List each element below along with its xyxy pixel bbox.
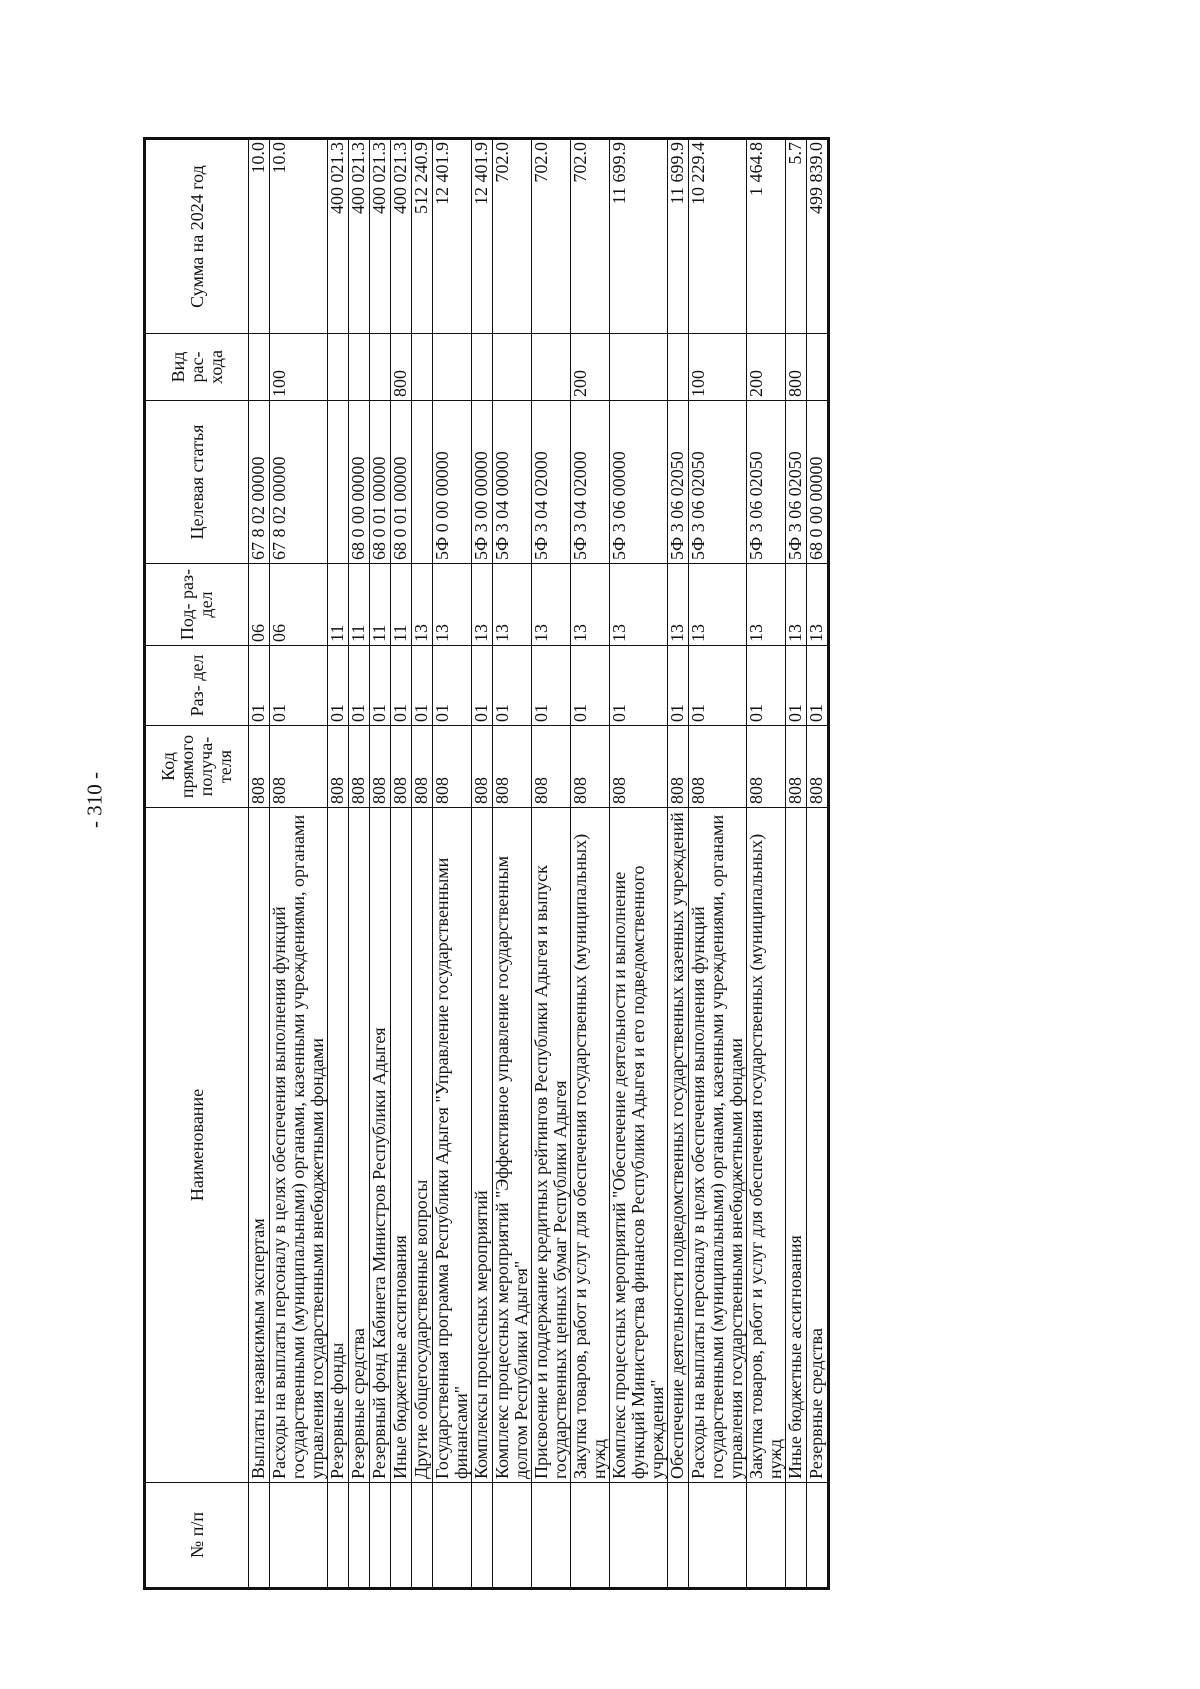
cell-section: 01 [391, 646, 412, 726]
cell-num [349, 1483, 370, 1589]
cell-num [807, 1483, 829, 1589]
cell-expense [370, 334, 391, 401]
cell-section: 01 [412, 646, 433, 726]
cell-num [472, 1483, 493, 1589]
cell-recipient: 808 [270, 726, 328, 808]
cell-num [689, 1483, 747, 1589]
cell-section: 01 [249, 646, 270, 726]
cell-recipient: 808 [472, 726, 493, 808]
cell-amount: 12 401.9 [472, 139, 493, 334]
cell-name: Государственная программа Республики Адыгея "Управление государственными финансами" [433, 808, 472, 1483]
cell-subsection: 13 [786, 564, 807, 646]
cell-num [328, 1483, 349, 1589]
table-row [349, 139, 370, 1589]
cell-target: 68 0 01 00000 [370, 401, 391, 564]
cell-recipient: 808 [668, 726, 689, 808]
cell-recipient: 808 [610, 726, 668, 808]
cell-expense [493, 334, 532, 401]
cell-subsection: 13 [571, 564, 610, 646]
table-row [689, 139, 747, 1589]
cell-target: 68 0 00 00000 [349, 401, 370, 564]
table-row [571, 139, 610, 1589]
header-expense: Вид рас- хода [145, 334, 249, 401]
budget-table-frame [143, 140, 1063, 1590]
cell-expense [349, 334, 370, 401]
cell-subsection: 13 [747, 564, 786, 646]
cell-name: Резервные средства [349, 808, 370, 1483]
header-num: № п/п [145, 1483, 249, 1589]
cell-num [270, 1483, 328, 1589]
table-row [668, 139, 689, 1589]
cell-expense: 200 [747, 334, 786, 401]
cell-target: 5Ф 3 00 00000 [472, 401, 493, 564]
cell-subsection: 06 [249, 564, 270, 646]
cell-recipient: 808 [412, 726, 433, 808]
cell-section: 01 [532, 646, 571, 726]
cell-amount: 10 229.4 [689, 139, 747, 334]
cell-section: 01 [270, 646, 328, 726]
cell-target: 5Ф 3 06 02050 [747, 401, 786, 564]
cell-section: 01 [472, 646, 493, 726]
cell-expense [472, 334, 493, 401]
cell-target: 67 8 02 00000 [270, 401, 328, 564]
table-row [270, 139, 328, 1589]
table-row [610, 139, 668, 1589]
cell-expense [532, 334, 571, 401]
cell-num [747, 1483, 786, 1589]
cell-expense [668, 334, 689, 401]
cell-expense: 200 [571, 334, 610, 401]
header-amount: Сумма на 2024 год [145, 139, 249, 334]
table-row [472, 139, 493, 1589]
header-target: Целевая статья [145, 401, 249, 564]
cell-name: Комплексы процессных мероприятий [472, 808, 493, 1483]
cell-subsection: 13 [412, 564, 433, 646]
cell-num [571, 1483, 610, 1589]
cell-target [412, 401, 433, 564]
header-subsection: Под- раз- дел [145, 564, 249, 646]
cell-num [249, 1483, 270, 1589]
cell-subsection: 13 [689, 564, 747, 646]
cell-expense: 800 [786, 334, 807, 401]
cell-num [532, 1483, 571, 1589]
cell-recipient: 808 [349, 726, 370, 808]
cell-target: 5Ф 3 04 02000 [571, 401, 610, 564]
cell-name: Резервный фонд Кабинета Министров Республики Адыгея [370, 808, 391, 1483]
cell-target: 67 8 02 00000 [249, 401, 270, 564]
cell-name: Присвоение и поддержание кредитных рейтингов Республики Адыгея и выпуск государственных ценных бумаг Республики Адыгея [532, 808, 571, 1483]
cell-target [328, 401, 349, 564]
cell-amount: 10.0 [270, 139, 328, 334]
cell-expense: 100 [689, 334, 747, 401]
cell-section: 01 [747, 646, 786, 726]
cell-expense: 800 [391, 334, 412, 401]
cell-num [391, 1483, 412, 1589]
cell-recipient: 808 [433, 726, 472, 808]
table-row [328, 139, 349, 1589]
cell-subsection: 13 [433, 564, 472, 646]
cell-num [668, 1483, 689, 1589]
cell-recipient: 808 [532, 726, 571, 808]
cell-amount: 11 699.9 [668, 139, 689, 334]
cell-num [786, 1483, 807, 1589]
cell-expense: 100 [270, 334, 328, 401]
cell-subsection: 06 [270, 564, 328, 646]
cell-amount: 11 699.9 [610, 139, 668, 334]
cell-name: Комплекс процессных мероприятий "Эффективное управление государственным долгом Республики Адыгея" [493, 808, 532, 1483]
cell-section: 01 [349, 646, 370, 726]
cell-recipient: 808 [370, 726, 391, 808]
cell-amount: 400 021.3 [391, 139, 412, 334]
cell-name: Закупка товаров, работ и услуг для обеспечения государственных (муниципальных) нужд [571, 808, 610, 1483]
cell-amount: 10.0 [249, 139, 270, 334]
cell-name: Иные бюджетные ассигнования [786, 808, 807, 1483]
cell-name: Выплаты независимым экспертам [249, 808, 270, 1483]
cell-section: 01 [493, 646, 532, 726]
cell-expense [328, 334, 349, 401]
budget-table [143, 137, 830, 1590]
cell-target: 5Ф 3 06 02050 [786, 401, 807, 564]
cell-section: 01 [571, 646, 610, 726]
cell-amount: 702.0 [571, 139, 610, 334]
cell-expense [249, 334, 270, 401]
cell-name: Резервные средства [807, 808, 829, 1483]
cell-num [433, 1483, 472, 1589]
table-body [249, 139, 829, 1589]
table-row [807, 139, 829, 1589]
cell-subsection: 13 [472, 564, 493, 646]
cell-amount: 702.0 [532, 139, 571, 334]
cell-amount: 400 021.3 [349, 139, 370, 334]
page-number: - 310 - [82, 772, 107, 828]
cell-recipient: 808 [571, 726, 610, 808]
cell-subsection: 13 [493, 564, 532, 646]
cell-target: 5Ф 3 04 00000 [493, 401, 532, 564]
cell-recipient: 808 [493, 726, 532, 808]
cell-target: 5Ф 3 06 02050 [668, 401, 689, 564]
cell-name: Закупка товаров, работ и услуг для обеспечения государственных (муниципальных) нужд [747, 808, 786, 1483]
cell-target: 5Ф 3 06 00000 [610, 401, 668, 564]
cell-target: 5Ф 3 06 02050 [689, 401, 747, 564]
table-header-row [145, 139, 249, 1589]
cell-name: Другие общегосударственные вопросы [412, 808, 433, 1483]
cell-name: Резервные фонды [328, 808, 349, 1483]
cell-amount: 1 464.8 [747, 139, 786, 334]
header-section: Раз- дел [145, 646, 249, 726]
cell-amount: 400 021.3 [370, 139, 391, 334]
cell-name: Обеспечение деятельности подведомственных государственных казенных учреждений [668, 808, 689, 1483]
cell-section: 01 [807, 646, 829, 726]
cell-target: 5Ф 3 04 02000 [532, 401, 571, 564]
cell-num [370, 1483, 391, 1589]
cell-subsection: 13 [610, 564, 668, 646]
cell-expense [610, 334, 668, 401]
cell-recipient: 808 [391, 726, 412, 808]
cell-section: 01 [668, 646, 689, 726]
cell-amount: 702.0 [493, 139, 532, 334]
cell-target: 5Ф 0 00 00000 [433, 401, 472, 564]
cell-section: 01 [433, 646, 472, 726]
cell-name: Комплекс процессных мероприятий "Обеспечение деятельности и выполнение функций Министерства финансов Республики Адыгея и его подведомственного учреждения" [610, 808, 668, 1483]
cell-subsection: 11 [349, 564, 370, 646]
header-name: Наименование [145, 808, 249, 1483]
cell-section: 01 [328, 646, 349, 726]
cell-target: 68 0 00 00000 [807, 401, 829, 564]
table-row [370, 139, 391, 1589]
cell-subsection: 13 [668, 564, 689, 646]
cell-subsection: 13 [807, 564, 829, 646]
cell-subsection: 13 [532, 564, 571, 646]
cell-name: Иные бюджетные ассигнования [391, 808, 412, 1483]
cell-recipient: 808 [689, 726, 747, 808]
cell-recipient: 808 [328, 726, 349, 808]
table-row [391, 139, 412, 1589]
cell-recipient: 808 [747, 726, 786, 808]
cell-subsection: 11 [391, 564, 412, 646]
header-recipient: Код прямого получа- теля [145, 726, 249, 808]
cell-expense [433, 334, 472, 401]
cell-num [493, 1483, 532, 1589]
table-row [786, 139, 807, 1589]
cell-amount: 400 021.3 [328, 139, 349, 334]
table-row [433, 139, 472, 1589]
cell-amount: 499 839.0 [807, 139, 829, 334]
cell-num [412, 1483, 433, 1589]
cell-num [610, 1483, 668, 1589]
table-row [412, 139, 433, 1589]
cell-subsection: 11 [328, 564, 349, 646]
cell-name: Расходы на выплаты персоналу в целях обеспечения выполнения функций государственными (муниципальными) органами, казенными учреждениями, органами управления государственными внебюджетными фондами [689, 808, 747, 1483]
table-row [249, 139, 270, 1589]
table-row [747, 139, 786, 1589]
cell-section: 01 [610, 646, 668, 726]
cell-section: 01 [370, 646, 391, 726]
cell-amount: 512 240.9 [412, 139, 433, 334]
cell-subsection: 11 [370, 564, 391, 646]
table-row [532, 139, 571, 1589]
cell-amount: 12 401.9 [433, 139, 472, 334]
cell-expense [412, 334, 433, 401]
cell-section: 01 [689, 646, 747, 726]
cell-recipient: 808 [786, 726, 807, 808]
cell-target: 68 0 01 00000 [391, 401, 412, 564]
cell-section: 01 [786, 646, 807, 726]
cell-amount: 5.7 [786, 139, 807, 334]
cell-recipient: 808 [807, 726, 829, 808]
cell-recipient: 808 [249, 726, 270, 808]
cell-expense [807, 334, 829, 401]
table-row [493, 139, 532, 1589]
cell-name: Расходы на выплаты персоналу в целях обеспечения выполнения функций государственными (муниципальными) органами, казенными учреждениями, органами управления государственными внебюджетными фондами [270, 808, 328, 1483]
